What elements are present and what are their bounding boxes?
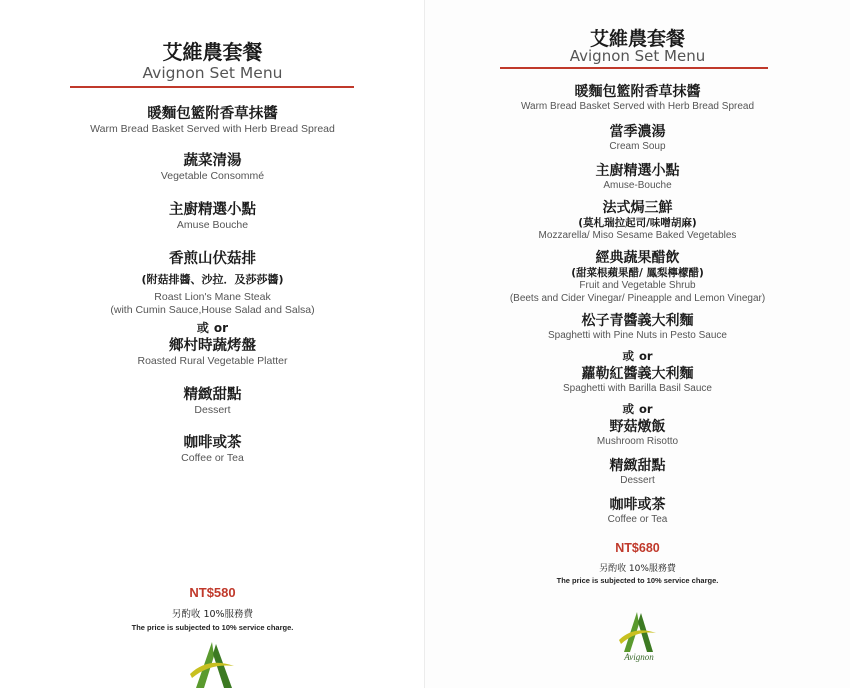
dish-name-zh: 鄉村時蔬烤盤 (169, 338, 256, 354)
dish-name-zh: 經典蔬果醋飲 (595, 250, 680, 266)
dish-note-zh: (附菇排醬、沙拉．及莎莎醬) (141, 273, 284, 287)
title-divider (500, 67, 768, 69)
dish-name-en: Amuse Bouche (176, 219, 249, 232)
service-charge-zh: 另酌收 10%服務費 (599, 564, 676, 574)
logo-wordmark: Avignon (624, 652, 654, 662)
dish-name-en: Cream Soup (609, 140, 666, 152)
menu-item (425, 84, 850, 113)
dish-name-en: Warm Bread Basket Served with Herb Bread Spread (90, 123, 335, 136)
dish-name-en: Roasted Rural Vegetable Platter (137, 355, 288, 368)
menu-item (0, 338, 425, 369)
dish-name-en: Mozzarella/ Miso Sesame Baked Vegetables (538, 229, 737, 241)
dish-note-zh: (甜菜根蘋果醋/ 鳳梨檸檬醋) (571, 266, 704, 279)
dish-name-en: Mushroom Risotto (596, 435, 679, 447)
menu-item (425, 200, 850, 242)
menu-item (0, 153, 425, 184)
dish-name-en: Amuse-Bouche (603, 179, 672, 191)
dish-name-en: Dessert (620, 474, 655, 486)
dish-name-en: Roast Lion's Mane Steak (154, 291, 271, 304)
menu-item (425, 163, 850, 192)
title-divider (70, 86, 354, 88)
or-separator: 或 or (622, 349, 653, 363)
or-separator: 或 or (196, 321, 229, 335)
menu-item (0, 387, 425, 418)
menu-item (425, 250, 850, 305)
dish-name-en: Vegetable Consommé (160, 170, 265, 183)
menu-item (425, 458, 850, 487)
menu-item (425, 366, 850, 395)
dish-name-en: Coffee or Tea (181, 452, 244, 465)
dish-name-en: Spaghetti with Barilla Basil Sauce (563, 382, 712, 394)
menu-item (425, 497, 850, 526)
menu-item (0, 435, 425, 466)
dish-name-zh: 蔬菜清湯 (183, 153, 242, 169)
dish-name-en: Fruit and Vegetable Shrub (579, 279, 696, 291)
menu-title-en: Avignon Set Menu (142, 64, 283, 82)
price: NT$580 (189, 585, 236, 600)
menu-title-en: Avignon Set Menu (569, 47, 706, 65)
dish-note-zh: (莫札瑞拉起司/味噌胡麻) (578, 216, 697, 229)
dish-name-zh: 精緻甜點 (609, 458, 666, 474)
menu-title-zh: 艾維農套餐 (162, 40, 263, 64)
dish-name-zh: 咖啡或茶 (609, 497, 666, 513)
dish-name-zh: 暖麵包籃附香草抹醬 (147, 106, 278, 122)
menu-item (0, 251, 425, 318)
or-separator: 或 or (622, 402, 653, 416)
menu-title-zh: 艾維農套餐 (589, 28, 685, 50)
service-charge-en: The price is subjected to 10% service charge. (131, 623, 294, 632)
right-menu-card (425, 0, 850, 688)
dish-name-zh: 主廚精選小點 (169, 202, 256, 218)
dish-name-zh: 主廚精選小點 (595, 163, 680, 179)
avignon-logo-icon (618, 610, 658, 652)
price: NT$680 (615, 541, 660, 555)
dish-note-en: (with Cumin Sauce,House Salad and Salsa) (110, 304, 315, 317)
dish-name-zh: 香煎山伏菇排 (169, 251, 256, 267)
dish-name-zh: 法式焗三鮮 (602, 200, 673, 216)
menu-item (425, 419, 850, 448)
dish-name-en: Dessert (194, 404, 231, 417)
dish-name-zh: 咖啡或茶 (183, 435, 242, 451)
dish-name-zh: 當季濃湯 (609, 124, 666, 140)
dish-name-zh: 精緻甜點 (183, 387, 242, 403)
dish-name-zh: 蘿勒紅醬義大利麵 (581, 366, 694, 382)
dish-name-en: Coffee or Tea (607, 513, 668, 525)
dish-note-en: (Beets and Cider Vinegar/ Pineapple and Lemon Vinegar) (509, 293, 766, 305)
menu-item (425, 313, 850, 342)
dish-name-en: Warm Bread Basket Served with Herb Bread Spread (520, 100, 755, 112)
dish-name-zh: 野菇燉飯 (609, 419, 666, 435)
menu-item (0, 106, 425, 137)
dish-name-zh: 暖麵包籃附香草抹醬 (574, 84, 701, 100)
dish-name-en: Spaghetti with Pine Nuts in Pesto Sauce (548, 329, 727, 341)
avignon-logo-icon (188, 640, 238, 688)
menu-item (0, 202, 425, 233)
menu-item (425, 124, 850, 153)
dish-name-zh: 松子青醬義大利麵 (581, 313, 694, 329)
service-charge-en: The price is subjected to 10% service charge. (556, 576, 719, 585)
service-charge-zh: 另酌收 10%服務費 (171, 609, 254, 620)
